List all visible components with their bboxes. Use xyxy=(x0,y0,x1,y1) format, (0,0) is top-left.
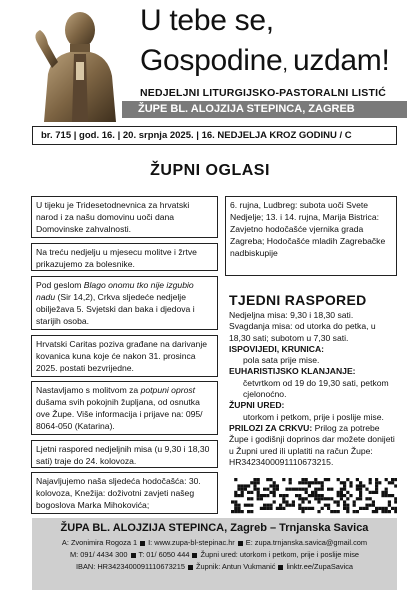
notice-grandparents-day xyxy=(31,276,218,330)
footer-line-address xyxy=(32,538,397,547)
notice-text: dušama svih pokojnih župljana, od osnutka ove Župe. Više informacija i prijave na: 095/ 8064-050 (Katarina). xyxy=(36,397,203,431)
masthead-title-line1: U tebe se, xyxy=(140,4,274,37)
footer-line-phones xyxy=(32,550,397,559)
square-bullet-icon xyxy=(278,565,283,570)
schedule-heading-adoration: EUHARISTIJSKO KLANJANJE: xyxy=(229,366,356,377)
title-word-uzdam: uzdam! xyxy=(292,44,390,77)
issue-info: br. 715 | god. 16. | 20. srpnja 2025. | 16. NEDJELJA KROZ GODINU / C xyxy=(32,126,397,145)
notice-quote: Blago onomu tko nije izgubio nadu xyxy=(36,280,194,302)
schedule-heading-confession: ISPOVIJEDI, KRUNICA: xyxy=(229,343,325,354)
title-comma: , xyxy=(282,53,293,75)
schedule-adoration-time: četvrtkom od 19 do 19,30 sati, petkom cjelonoćno. xyxy=(243,377,389,400)
square-bullet-icon xyxy=(131,553,136,558)
schedule-weekday-mass: Svagdanja misa: od utorka do petka, u 18,30 sati; subotom u 7,30 sati. xyxy=(229,321,376,343)
qr-code xyxy=(229,476,397,514)
notice-text: Pod geslom xyxy=(36,280,84,290)
footer-address: A: Zvonimira Rogoza 1 xyxy=(61,538,138,547)
footer-parish-name: ŽUPA BL. ALOJZIJA STEPINCA, Zagreb – Trnjanska Savica xyxy=(60,522,369,534)
notice-caritas: Hrvatski Caritas poziva građane na darivanje kovanica kuna koje će nakon 31. prosinca 2025. postati bezvrijedne. xyxy=(31,335,218,377)
notice-emphasis: potpuni oprost xyxy=(140,385,196,395)
notice-text: Nastavljamo s molitvom za xyxy=(36,385,141,395)
notice-indulgence xyxy=(31,381,218,435)
statue-image xyxy=(30,4,122,122)
footer-linktree-link[interactable]: linktr.ee/ZupaSavica xyxy=(286,562,354,571)
footer-pastor: Župnik: Antun Vukmanić xyxy=(196,562,276,571)
notice-pilgrimages-continued: 6. rujna, Ludbreg: subota uoči Svete Nedjelje; 13. i 14. rujna, Marija Bistrica: Zavjetno hodočašće vjernika grada Zagreba; Hodočašće mladih Zagrebačke nadbiskupije xyxy=(225,196,397,276)
schedule-heading-donations: PRILOZI ZA CRKVU: xyxy=(229,422,313,433)
masthead-title-line2 xyxy=(140,44,390,78)
notice-tridesetodnevnica: U tijeku je Tridesetodnevnica za hrvatski narod i za našu domovinu uoči dana Domovinske zahvalnosti. xyxy=(31,196,218,238)
schedule-confession-time: pola sata prije mise. xyxy=(243,355,320,366)
footer-mobile: M: 091/ 4434 300 xyxy=(69,550,128,559)
notice-text: (Sir 14,2), Crkva sljedeće nedjelje obilježava 5. Svjetski dan baka i djedova i starijih osoba. xyxy=(36,292,195,326)
footer-contact xyxy=(32,518,397,590)
schedule-office-hours: utorkom i petkom, prije i poslije mise. xyxy=(243,411,384,422)
square-bullet-icon xyxy=(140,541,145,546)
notice-sick-prayer: Na treću nedjelju u mjesecu molitve i žrtve prikazujemo za bolesnike. xyxy=(31,243,218,271)
footer-website-link[interactable]: I: www.zupa-bl-stepinac.hr xyxy=(148,538,235,547)
footer-iban: IBAN: HR3423400091110673215 xyxy=(75,562,186,571)
square-bullet-icon xyxy=(188,565,193,570)
footer-office-hours: Župni ured: utorkom i petkom, prije i poslije mise xyxy=(200,550,360,559)
footer-line-iban xyxy=(32,562,397,571)
notice-summer-schedule: Ljetni raspored nedjeljnih misa (u 9,30 i 18,30 sati) traje do 24. kolovoza. xyxy=(31,440,218,468)
title-word-gospodine: Gospodine xyxy=(140,44,283,77)
square-bullet-icon xyxy=(192,553,197,558)
schedule-sunday-mass: Nedjeljna misa: 9,30 i 18,30 sati. xyxy=(229,310,354,320)
schedule-donations xyxy=(229,423,399,468)
masthead-subtitle: NEDJELJNI LITURGIJSKO-PASTORALNI LISTIĆ xyxy=(140,87,387,99)
schedule-donations-text: Prilog za potrebe Župe i godišnji doprinos dar možete donijeti u Župni ured ili uplatiti na račun Župe: HR3423400091110673215. xyxy=(229,422,395,467)
square-bullet-icon xyxy=(238,541,243,546)
weekly-schedule xyxy=(229,310,399,468)
schedule-heading-office: ŽUPNI URED: xyxy=(229,400,285,411)
parish-banner: ŽUPE BL. ALOJZIJA STEPINCA, ZAGREB xyxy=(122,101,407,118)
notice-pilgrimages: Najavljujemo naša sljedeća hodočašća: 30. kolovoza, Knežija: doživotni zavjeti našeg bogoslova Marka Mihokovića; xyxy=(31,472,218,514)
footer-phone: T: 01/ 6050 444 xyxy=(138,550,190,559)
schedule-title: TJEDNI RASPORED xyxy=(229,292,367,308)
section-title: ŽUPNI OGLASI xyxy=(150,162,270,179)
footer-email-link[interactable]: E: zupa.trnjanska.savica@gmail.com xyxy=(245,538,368,547)
